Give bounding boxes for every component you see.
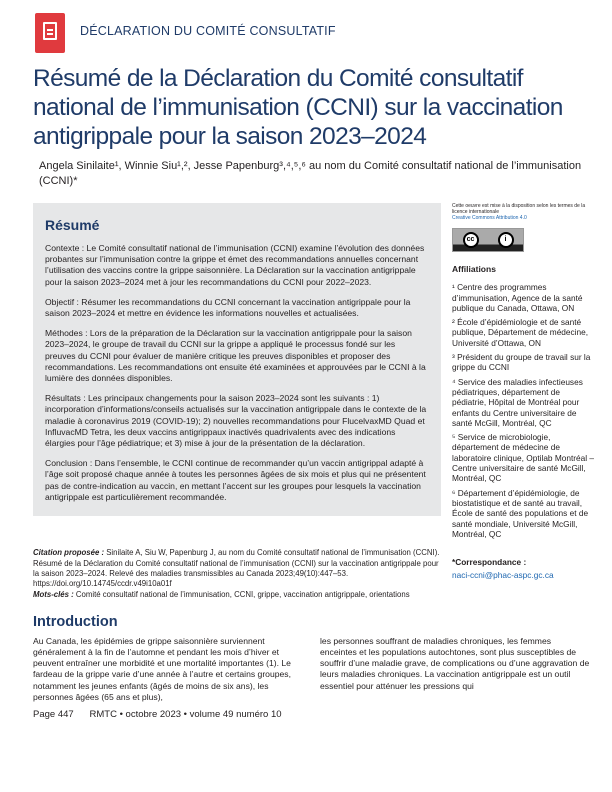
affiliation: ⁵ Service de microbiologie, département de médecine de laboratoire clinique, Optilab Montréal – Centre universitaire de santé McGill, Montréal, QC xyxy=(452,432,595,484)
correspondence-label: *Correspondance : xyxy=(452,557,527,568)
intro-column-1: Au Canada, les épidémies de grippe saisonnière surviennent généralement à la fin de l’automne et pendant les mois d’hiver et peuvent entraîner une morbidité et une mortalité importantes (1). Le fardeau de la grippe varie d’une année à l’autre et certains groupes, notamment les jeunes enfants (âgés de moins de six ans), les personnes âgées (65 ans et plus), xyxy=(33,636,291,702)
introduction-heading: Introduction xyxy=(33,614,118,631)
citation-text: Sinilaite A, Siu W, Papenburg J, au nom du Comité consultatif national de l’immunisation (CCNI). Résumé de la Déclaration du Comité consultatif national de l’immunisation (CCNI) sur la vaccination antigrippale pour la saison 2023–2024. Relevé des maladies transmissibles au Canada 2023;49(10):447–53. https://doi.org/10.14745/ccdr.v49i10a01f xyxy=(33,548,440,589)
sidebar xyxy=(452,203,595,543)
affiliation: ³ Président du groupe de travail sur la grippe du CCNI xyxy=(452,352,591,373)
abstract-conclusion: Conclusion : Dans l’ensemble, le CCNI continue de recommander qu’un vaccin antigrippal adapté à l’âge soit proposé chaque année à toutes les personnes âgées de six mois et plus qui ne présentent pas de contre-indication au vaccin, en mettant l’accent sur les groupes pour lesquels la vaccination antigrippale est particulièrement recommandée. xyxy=(45,458,426,502)
abstract-heading: Résumé xyxy=(45,217,100,233)
section-kicker: DÉCLARATION DU COMITÉ CONSULTATIF xyxy=(80,24,336,38)
authors: Angela Sinilaite¹, Winnie Siu¹,², Jesse Papenburg³,⁴,⁵,⁶ au nom du Comité consultatif national de l’immunisation (CCNI)* xyxy=(39,160,582,187)
affiliations-heading: Affiliations xyxy=(452,264,496,274)
intro-columns xyxy=(33,636,595,703)
citation xyxy=(33,548,441,600)
citation-row xyxy=(33,548,595,600)
page-footer: Page 447 RMTC • octobre 2023 • volume 49 numéro 10 xyxy=(33,708,282,720)
attribution-icon: i xyxy=(498,232,514,248)
document-icon xyxy=(35,13,65,53)
abstract-context: Contexte : Le Comité consultatif national de l’immunisation (CCNI) examine l’évolution des données probantes sur l’immunisation contre la grippe et émet des recommandations annuelles concernant l’utilisation des vaccins contre la grippe saisonnière. La Déclaration sur la vaccination antigrippale pour la saison 2023–2024 met à jour les recommandations du CCNI pour 2022–2023. xyxy=(45,243,425,287)
abstract-results: Résultats : Les principaux changements pour la saison 2023–2024 sont les suivants : 1) incorporation d’informations/conseils actualisés sur la vaccination antigrippale dans le contexte de la maladie à coronavirus 2019 (COVID-19); 2) nouvelles recommandations pour FlucelvaxMD Quad et InfluvacMD Tetra, les deux vaccins antigrippaux inactivés quadrivalents avec des indications élargies pour l’âge pédiatrique; et 3) mise à jour de la présentation de la déclaration. xyxy=(45,393,427,449)
affiliation: ⁴ Service des maladies infectieuses pédiatriques, département de pédiatrie, Hôpital de Montréal pour enfants du Centre universitaire de santé McGill, Montréal, QC xyxy=(452,376,583,428)
abstract-objective: Objectif : Résumer les recommandations du CCNI concernant la vaccination antigrippale pour la saison 2023–2024 et mettre en évidence les informations nouvelles et actualisées. xyxy=(45,296,411,319)
affiliation: ⁶ Département d’épidémiologie, de biostatistique et de santé au travail, École de santé des populations et de santé mondiale, Université McGill, Montréal, QC xyxy=(452,487,589,539)
license-link[interactable]: Creative Commons Attribution 4.0 xyxy=(452,215,527,221)
license-text: Cette oeuvre est mise à la disposition selon les termes de la licence internationale xyxy=(452,203,586,215)
correspondence xyxy=(452,548,595,582)
affiliation: ¹ Centre des programmes d’immunisation, Agence de la santé publique du Canada, Ottawa, ON xyxy=(452,282,583,313)
abstract-box xyxy=(33,203,441,516)
keywords-label: Mots-clés : xyxy=(33,589,74,599)
abstract-row xyxy=(33,203,595,543)
keywords-text: Comité consultatif national de l’immunisation, CCNI, grippe, vaccination antigrippale, orientations xyxy=(73,589,410,599)
intro-column-2: les personnes souffrant de maladies chroniques, les femmes enceintes et les populations autochtones, sont plus susceptibles de souffrir d’une maladie grave, de complications ou d’une aggravation de leurs maladies chroniques. La vaccination antigrippale est un outil essentiel pour atténuer les pressions qui xyxy=(320,636,590,691)
cc-icon: cc xyxy=(463,232,479,248)
citation-label: Citation proposée : xyxy=(33,548,105,558)
cc-by-badge xyxy=(452,228,524,252)
correspondence-email[interactable]: naci-ccni@phac-aspc.gc.ca xyxy=(452,570,554,581)
page-body xyxy=(33,64,595,720)
abstract-methods: Méthodes : Lors de la préparation de la Déclaration sur la vaccination antigrippale pour la saison 2023–2024, le groupe de travail du CCNI sur la grippe a appliqué le processus fondé sur les preuves du CCNI pour évaluer de manière critique les preuves disponibles et proposer des recommandations. Les recommandations ont ensuite été examinées et approuvées par le CCNI à la lumière des données disponibles. xyxy=(45,328,426,384)
page-title: Résumé de la Déclaration du Comité consultatif national de l’immunisation (CCNI) sur la vaccination antigrippale pour la saison 2023–2024 xyxy=(33,65,563,150)
affiliation: ² École d’épidémiologie et de santé publique, Département de médecine, Université d’Ottawa, ON xyxy=(452,317,589,348)
